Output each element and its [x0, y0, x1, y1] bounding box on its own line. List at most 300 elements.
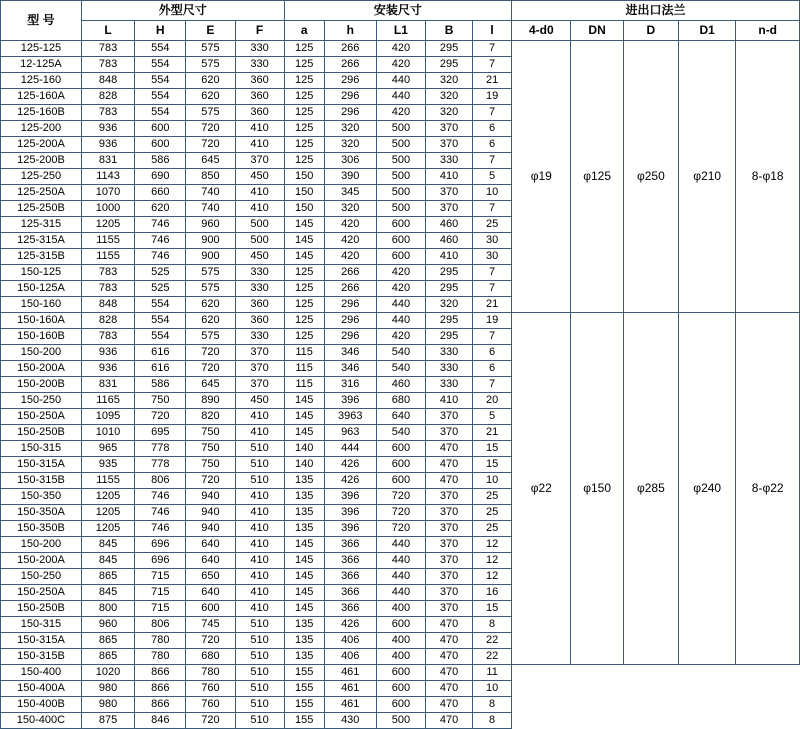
cell-value: 695	[135, 425, 186, 441]
cell-value: 430	[324, 713, 376, 729]
cell-value: 778	[135, 441, 186, 457]
group-header-row	[1, 1, 800, 21]
cell-model: 125-160A	[1, 89, 82, 105]
cell-value: 936	[81, 361, 134, 377]
cell-value: 320	[324, 201, 376, 217]
cell-value: 525	[135, 281, 186, 297]
cell-value: 600	[135, 121, 186, 137]
cell-value: 7	[473, 105, 512, 121]
cell-value: 616	[135, 361, 186, 377]
cell-value: 783	[81, 57, 134, 73]
cell-model: 150-160	[1, 297, 82, 313]
cell-value: 140	[284, 441, 324, 457]
cell-value: 330	[426, 377, 473, 393]
cell-value: 7	[473, 329, 512, 345]
cell-model: 125-200	[1, 121, 82, 137]
cell-value: 125	[284, 105, 324, 121]
cell-value: 125	[284, 73, 324, 89]
table-row	[1, 665, 800, 681]
cell-value: 575	[186, 281, 235, 297]
cell-value: 440	[376, 585, 425, 601]
cell-value: 746	[135, 217, 186, 233]
cell-model: 125-125	[1, 41, 82, 57]
cell-value: 346	[324, 361, 376, 377]
cell-value: 936	[81, 345, 134, 361]
cell-value: 396	[324, 393, 376, 409]
cell-value: 125	[284, 41, 324, 57]
cell-value: 370	[426, 505, 473, 521]
cell-value: 25	[473, 489, 512, 505]
cell-value: 510	[235, 441, 284, 457]
cell-flange-d0: φ22	[512, 313, 571, 665]
cell-value: 135	[284, 473, 324, 489]
cell-value: 410	[235, 121, 284, 137]
cell-value: 620	[186, 89, 235, 105]
cell-value: 25	[473, 505, 512, 521]
cell-value: 125	[284, 313, 324, 329]
cell-value: 16	[473, 585, 512, 601]
cell-value: 600	[376, 473, 425, 489]
cell-model: 150-400A	[1, 681, 82, 697]
cell-value: 410	[426, 393, 473, 409]
cell-value: 20	[473, 393, 512, 409]
cell-value: 690	[135, 169, 186, 185]
column-header-D1: D1	[679, 21, 736, 41]
cell-value: 345	[324, 185, 376, 201]
cell-value: 620	[186, 297, 235, 313]
cell-model: 150-125	[1, 265, 82, 281]
cell-value: 366	[324, 601, 376, 617]
cell-value: 540	[376, 361, 425, 377]
cell-value: 828	[81, 89, 134, 105]
cell-value: 461	[324, 665, 376, 681]
cell-value: 680	[186, 649, 235, 665]
cell-value: 600	[376, 233, 425, 249]
cell-value: 12	[473, 537, 512, 553]
cell-value: 125	[284, 297, 324, 313]
cell-value: 600	[376, 665, 425, 681]
cell-value: 7	[473, 201, 512, 217]
cell-model: 150-250A	[1, 409, 82, 425]
table-row	[1, 681, 800, 697]
cell-model: 150-160A	[1, 313, 82, 329]
cell-value: 460	[426, 217, 473, 233]
cell-value: 554	[135, 57, 186, 73]
cell-value: 470	[426, 665, 473, 681]
cell-value: 720	[186, 473, 235, 489]
cell-value: 866	[135, 697, 186, 713]
cell-value: 420	[376, 57, 425, 73]
cell-value: 7	[473, 57, 512, 73]
cell-value: 783	[81, 41, 134, 57]
cell-value: 540	[376, 425, 425, 441]
cell-value: 366	[324, 537, 376, 553]
cell-value: 440	[376, 73, 425, 89]
cell-value: 420	[324, 233, 376, 249]
cell-value: 778	[135, 457, 186, 473]
cell-value: 620	[186, 73, 235, 89]
cell-value: 370	[426, 425, 473, 441]
cell-value: 783	[81, 105, 134, 121]
cell-value: 370	[426, 121, 473, 137]
cell-value: 410	[235, 569, 284, 585]
cell-value: 145	[284, 393, 324, 409]
cell-value: 400	[376, 649, 425, 665]
cell-value: 554	[135, 329, 186, 345]
column-header-4-d0: 4-d0	[512, 21, 571, 41]
cell-value: 720	[186, 361, 235, 377]
cell-value: 155	[284, 713, 324, 729]
cell-value: 155	[284, 665, 324, 681]
cell-value: 125	[284, 121, 324, 137]
cell-value: 460	[376, 377, 425, 393]
cell-value: 510	[235, 457, 284, 473]
cell-model: 150-160B	[1, 329, 82, 345]
cell-value: 7	[473, 281, 512, 297]
cell-value: 600	[376, 697, 425, 713]
cell-value: 616	[135, 345, 186, 361]
cell-value: 1070	[81, 185, 134, 201]
cell-value: 510	[235, 665, 284, 681]
cell-value: 554	[135, 105, 186, 121]
header-inlet-outlet-flange: 进出口法兰	[512, 1, 800, 21]
cell-value: 426	[324, 473, 376, 489]
cell-value: 406	[324, 633, 376, 649]
cell-value: 21	[473, 297, 512, 313]
cell-value: 125	[284, 281, 324, 297]
cell-value: 831	[81, 377, 134, 393]
cell-value: 25	[473, 521, 512, 537]
cell-value: 420	[376, 41, 425, 57]
cell-value: 831	[81, 153, 134, 169]
cell-value: 12	[473, 553, 512, 569]
cell-value: 575	[186, 265, 235, 281]
cell-value: 410	[426, 249, 473, 265]
cell-value: 400	[376, 633, 425, 649]
cell-model: 150-315	[1, 441, 82, 457]
cell-value: 461	[324, 681, 376, 697]
cell-value: 135	[284, 489, 324, 505]
column-header-E: E	[186, 21, 235, 41]
cell-value: 845	[81, 585, 134, 601]
cell-value: 470	[426, 681, 473, 697]
cell-value: 360	[235, 297, 284, 313]
cell-value: 440	[376, 89, 425, 105]
cell-value: 125	[284, 137, 324, 153]
cell-value: 296	[324, 89, 376, 105]
cell-value: 500	[376, 185, 425, 201]
cell-value: 135	[284, 521, 324, 537]
cell-value: 866	[135, 665, 186, 681]
cell-value: 115	[284, 345, 324, 361]
cell-value: 360	[235, 73, 284, 89]
column-header-D: D	[623, 21, 678, 41]
cell-value: 720	[376, 505, 425, 521]
cell-value: 750	[186, 425, 235, 441]
cell-value: 370	[426, 185, 473, 201]
cell-value: 420	[324, 217, 376, 233]
cell-value: 865	[81, 649, 134, 665]
cell-value: 320	[426, 89, 473, 105]
cell-flange-D1: φ210	[679, 41, 736, 313]
cell-value: 125	[284, 153, 324, 169]
cell-value: 396	[324, 489, 376, 505]
cell-value: 296	[324, 329, 376, 345]
cell-model: 125-200B	[1, 153, 82, 169]
cell-value: 15	[473, 601, 512, 617]
cell-model: 150-250B	[1, 425, 82, 441]
cell-value: 410	[235, 425, 284, 441]
cell-value: 720	[186, 633, 235, 649]
column-header-L1: L1	[376, 21, 425, 41]
cell-value: 410	[235, 409, 284, 425]
cell-value: 10	[473, 185, 512, 201]
cell-value: 410	[235, 185, 284, 201]
cell-value: 760	[186, 681, 235, 697]
cell-value: 450	[235, 169, 284, 185]
cell-model: 125-160B	[1, 105, 82, 121]
column-header-F: F	[235, 21, 284, 41]
cell-value: 575	[186, 41, 235, 57]
cell-value: 330	[426, 361, 473, 377]
cell-value: 296	[324, 297, 376, 313]
cell-flange-DN: φ125	[571, 41, 623, 313]
cell-value: 30	[473, 233, 512, 249]
cell-value: 370	[426, 601, 473, 617]
cell-value: 1155	[81, 233, 134, 249]
cell-value: 22	[473, 633, 512, 649]
cell-model: 150-400	[1, 665, 82, 681]
cell-value: 295	[426, 329, 473, 345]
cell-model: 150-250A	[1, 585, 82, 601]
cell-value: 145	[284, 601, 324, 617]
cell-flange-d0: φ19	[512, 41, 571, 313]
cell-value: 30	[473, 249, 512, 265]
cell-flange-D: φ285	[623, 313, 678, 665]
cell-value: 22	[473, 649, 512, 665]
cell-value: 115	[284, 361, 324, 377]
cell-value: 720	[376, 521, 425, 537]
cell-value: 450	[235, 249, 284, 265]
cell-value: 470	[426, 713, 473, 729]
cell-value: 845	[81, 537, 134, 553]
cell-value: 660	[135, 185, 186, 201]
cell-value: 6	[473, 345, 512, 361]
cell-value: 1155	[81, 249, 134, 265]
cell-value: 150	[284, 201, 324, 217]
cell-value: 1143	[81, 169, 134, 185]
table-body	[1, 41, 800, 729]
cell-value: 720	[186, 345, 235, 361]
column-header-l: l	[473, 21, 512, 41]
cell-value: 426	[324, 457, 376, 473]
cell-value: 460	[426, 233, 473, 249]
cell-value: 750	[186, 441, 235, 457]
cell-model: 150-200A	[1, 553, 82, 569]
cell-value: 420	[376, 329, 425, 345]
cell-model: 125-315B	[1, 249, 82, 265]
cell-value: 370	[426, 521, 473, 537]
cell-value: 295	[426, 313, 473, 329]
cell-value: 320	[426, 105, 473, 121]
cell-value: 330	[426, 153, 473, 169]
cell-value: 720	[186, 713, 235, 729]
cell-value: 320	[324, 121, 376, 137]
cell-value: 575	[186, 105, 235, 121]
column-header-a: a	[284, 21, 324, 41]
cell-value: 390	[324, 169, 376, 185]
cell-value: 586	[135, 153, 186, 169]
cell-value: 145	[284, 569, 324, 585]
cell-value: 330	[235, 265, 284, 281]
cell-value: 5	[473, 409, 512, 425]
table-header	[1, 1, 800, 41]
cell-value: 780	[186, 665, 235, 681]
cell-value: 746	[135, 521, 186, 537]
cell-value: 461	[324, 697, 376, 713]
cell-value: 360	[235, 313, 284, 329]
cell-value: 145	[284, 585, 324, 601]
cell-value: 370	[426, 553, 473, 569]
cell-value: 155	[284, 697, 324, 713]
cell-value: 696	[135, 553, 186, 569]
cell-model: 150-400B	[1, 697, 82, 713]
header-mounting-dimensions: 安装尺寸	[284, 1, 511, 21]
cell-model: 150-315A	[1, 633, 82, 649]
cell-value: 865	[81, 633, 134, 649]
cell-value: 470	[426, 473, 473, 489]
cell-value: 135	[284, 633, 324, 649]
cell-value: 370	[426, 201, 473, 217]
cell-value: 140	[284, 457, 324, 473]
cell-value: 125	[284, 329, 324, 345]
cell-flange-DN: φ150	[571, 313, 623, 665]
cell-value: 360	[235, 89, 284, 105]
cell-value: 640	[186, 585, 235, 601]
cell-value: 740	[186, 201, 235, 217]
cell-value: 330	[235, 281, 284, 297]
cell-value: 586	[135, 377, 186, 393]
cell-model: 150-250	[1, 393, 82, 409]
cell-value: 410	[235, 537, 284, 553]
cell-value: 806	[135, 617, 186, 633]
cell-value: 15	[473, 441, 512, 457]
cell-value: 21	[473, 73, 512, 89]
cell-value: 320	[324, 137, 376, 153]
cell-value: 850	[186, 169, 235, 185]
cell-value: 846	[135, 713, 186, 729]
cell-model: 150-400C	[1, 713, 82, 729]
cell-value: 296	[324, 313, 376, 329]
cell-value: 135	[284, 617, 324, 633]
cell-value: 1155	[81, 473, 134, 489]
cell-value: 370	[426, 585, 473, 601]
cell-value: 370	[235, 153, 284, 169]
cell-value: 680	[376, 393, 425, 409]
cell-value: 410	[235, 201, 284, 217]
cell-value: 470	[426, 649, 473, 665]
cell-value: 125	[284, 265, 324, 281]
cell-value: 500	[376, 121, 425, 137]
cell-value: 965	[81, 441, 134, 457]
cell-value: 510	[235, 697, 284, 713]
cell-value: 963	[324, 425, 376, 441]
cell-flange-D1: φ240	[679, 313, 736, 665]
cell-value: 554	[135, 41, 186, 57]
cell-value: 145	[284, 425, 324, 441]
cell-value: 600	[376, 617, 425, 633]
cell-value: 25	[473, 217, 512, 233]
cell-value: 746	[135, 489, 186, 505]
cell-value: 940	[186, 521, 235, 537]
cell-value: 500	[376, 169, 425, 185]
table-row	[1, 41, 800, 57]
cell-value: 155	[284, 681, 324, 697]
cell-value: 150	[284, 169, 324, 185]
cell-value: 6	[473, 361, 512, 377]
cell-model: 125-315A	[1, 233, 82, 249]
cell-value: 316	[324, 377, 376, 393]
cell-value: 575	[186, 57, 235, 73]
cell-value: 8	[473, 697, 512, 713]
cell-value: 266	[324, 281, 376, 297]
cell-value: 370	[235, 345, 284, 361]
cell-value: 960	[81, 617, 134, 633]
cell-value: 800	[81, 601, 134, 617]
cell-value: 640	[376, 409, 425, 425]
cell-value: 746	[135, 505, 186, 521]
cell-value: 366	[324, 569, 376, 585]
cell-value: 720	[186, 121, 235, 137]
cell-value: 10	[473, 681, 512, 697]
cell-value: 936	[81, 137, 134, 153]
cell-value: 525	[135, 265, 186, 281]
cell-value: 370	[235, 377, 284, 393]
cell-value: 828	[81, 313, 134, 329]
column-header-h: h	[324, 21, 376, 41]
cell-value: 848	[81, 297, 134, 313]
column-header-row	[1, 21, 800, 41]
cell-value: 396	[324, 521, 376, 537]
cell-value: 600	[376, 457, 425, 473]
cell-value: 720	[186, 137, 235, 153]
cell-value: 806	[135, 473, 186, 489]
cell-value: 426	[324, 617, 376, 633]
cell-value: 715	[135, 585, 186, 601]
cell-value: 510	[235, 713, 284, 729]
cell-value: 1165	[81, 393, 134, 409]
cell-value: 600	[376, 681, 425, 697]
cell-value: 554	[135, 73, 186, 89]
cell-model: 150-315B	[1, 649, 82, 665]
cell-value: 125	[284, 89, 324, 105]
cell-value: 7	[473, 265, 512, 281]
cell-value: 500	[376, 137, 425, 153]
cell-value: 306	[324, 153, 376, 169]
cell-model: 125-315	[1, 217, 82, 233]
cell-model: 12-125A	[1, 57, 82, 73]
cell-value: 410	[426, 169, 473, 185]
cell-value: 150	[284, 185, 324, 201]
cell-value: 145	[284, 217, 324, 233]
cell-value: 15	[473, 457, 512, 473]
cell-value: 620	[186, 313, 235, 329]
cell-value: 320	[426, 297, 473, 313]
cell-value: 7	[473, 153, 512, 169]
cell-value: 720	[135, 409, 186, 425]
cell-value: 406	[324, 649, 376, 665]
cell-model: 125-160	[1, 73, 82, 89]
